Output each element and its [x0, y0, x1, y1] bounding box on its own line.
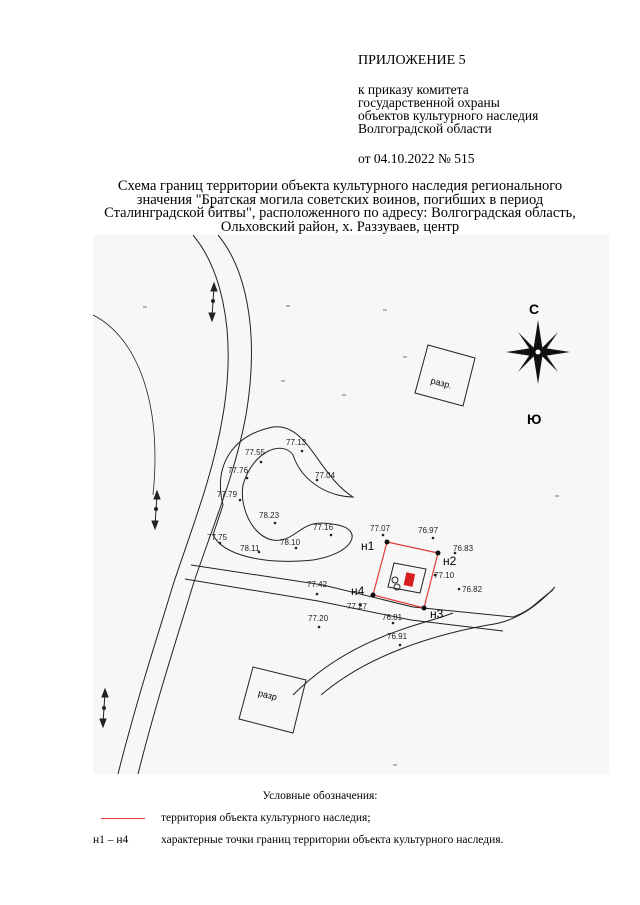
- legend-red-line-symbol: [93, 818, 153, 819]
- approval-line: Волгоградской области: [358, 121, 492, 136]
- compass-south-label: Ю: [527, 411, 542, 427]
- road-edge: [185, 579, 503, 631]
- scheme-title-line: Схема границ территории объекта культурного наследия регионального: [117, 178, 563, 194]
- heritage-boundary: [373, 542, 438, 608]
- point-label-n3: н3: [430, 607, 444, 621]
- approval-line: к приказу комитета: [358, 82, 469, 97]
- direction-arrow-icon: [152, 491, 160, 529]
- road-edge: [513, 590, 553, 617]
- legend-text: характерные точки границ территории объекта культурного наследия.: [161, 834, 504, 846]
- boundary-point: [436, 551, 441, 556]
- appendix-title: ПРИЛОЖЕНИЕ 5: [358, 53, 466, 68]
- approval-block: [358, 54, 618, 165]
- boundary-map: [93, 235, 609, 774]
- elevation-label: 77.13: [286, 438, 307, 447]
- building: [239, 667, 306, 733]
- boundary-point: [371, 593, 376, 598]
- point-label-n2: н2: [443, 554, 457, 568]
- building-label: разр: [257, 687, 279, 703]
- scheme-title-line: значения "Братская могила советских воинов, погибших в период: [136, 191, 544, 208]
- point-label-n1: н1: [361, 539, 375, 553]
- elevation-label: 76.82: [462, 585, 483, 594]
- elevation-label: 77.16: [313, 523, 334, 532]
- approval-line: государственной охраны: [358, 95, 500, 110]
- scheme-title: [60, 180, 620, 234]
- road-edge: [293, 613, 453, 695]
- direction-arrow-icon: [209, 283, 217, 321]
- map-dashes: [143, 306, 559, 765]
- elevation-label: 77.27: [347, 602, 368, 611]
- legend-symbol: н1 – н4: [93, 834, 129, 846]
- point-label-n4: н4: [351, 584, 365, 598]
- compass-rose-icon: [506, 301, 570, 427]
- scheme-title-line: Ольховский район, х. Раззуваев, центр: [220, 218, 460, 235]
- legend-item-territory: [93, 812, 371, 824]
- elevation-label: 76.83: [453, 544, 474, 553]
- road-edge: [138, 235, 251, 774]
- elevation-label: 77.76: [228, 466, 249, 475]
- direction-arrow-icon: [100, 689, 108, 727]
- elevation-label: 77.75: [207, 533, 228, 542]
- legend-item-points: [93, 834, 503, 846]
- road-edge: [93, 315, 155, 495]
- elevation-label: 76.97: [418, 526, 439, 535]
- building-label: разр.: [429, 375, 453, 391]
- scheme-title-line: Сталинградской битвы", расположенного по адресу: Волгоградская область,: [104, 205, 576, 221]
- elevation-label: 76.91: [387, 632, 408, 641]
- building: [415, 345, 475, 406]
- heritage-territory: [371, 540, 441, 611]
- elevation-label: 76.81: [382, 613, 403, 622]
- boundary-point: [422, 606, 427, 611]
- elevation-label: 77.04: [315, 471, 336, 480]
- approval-line: объектов культурного наследия: [358, 108, 539, 123]
- elevation-label: 77.79: [217, 490, 238, 499]
- order-date-number: от 04.10.2022 № 515: [358, 151, 475, 166]
- elevation-label: 77.20: [308, 614, 329, 623]
- elevation-label: 77.55: [245, 448, 266, 457]
- legend-text: территория объекта культурного наследия;: [161, 812, 371, 824]
- legend-heading: Условные обозначения:: [262, 790, 378, 802]
- elevation-label: 78.10: [280, 538, 301, 547]
- elevation-label: 78.23: [259, 511, 280, 520]
- elevation-label: 78.11: [240, 544, 260, 553]
- elevation-label: 77.07: [370, 524, 391, 533]
- boundary-point: [385, 540, 390, 545]
- elevation-label: 77.10: [434, 571, 455, 580]
- compass-north-label: С: [529, 301, 540, 317]
- elevation-label: 77.42: [307, 580, 328, 589]
